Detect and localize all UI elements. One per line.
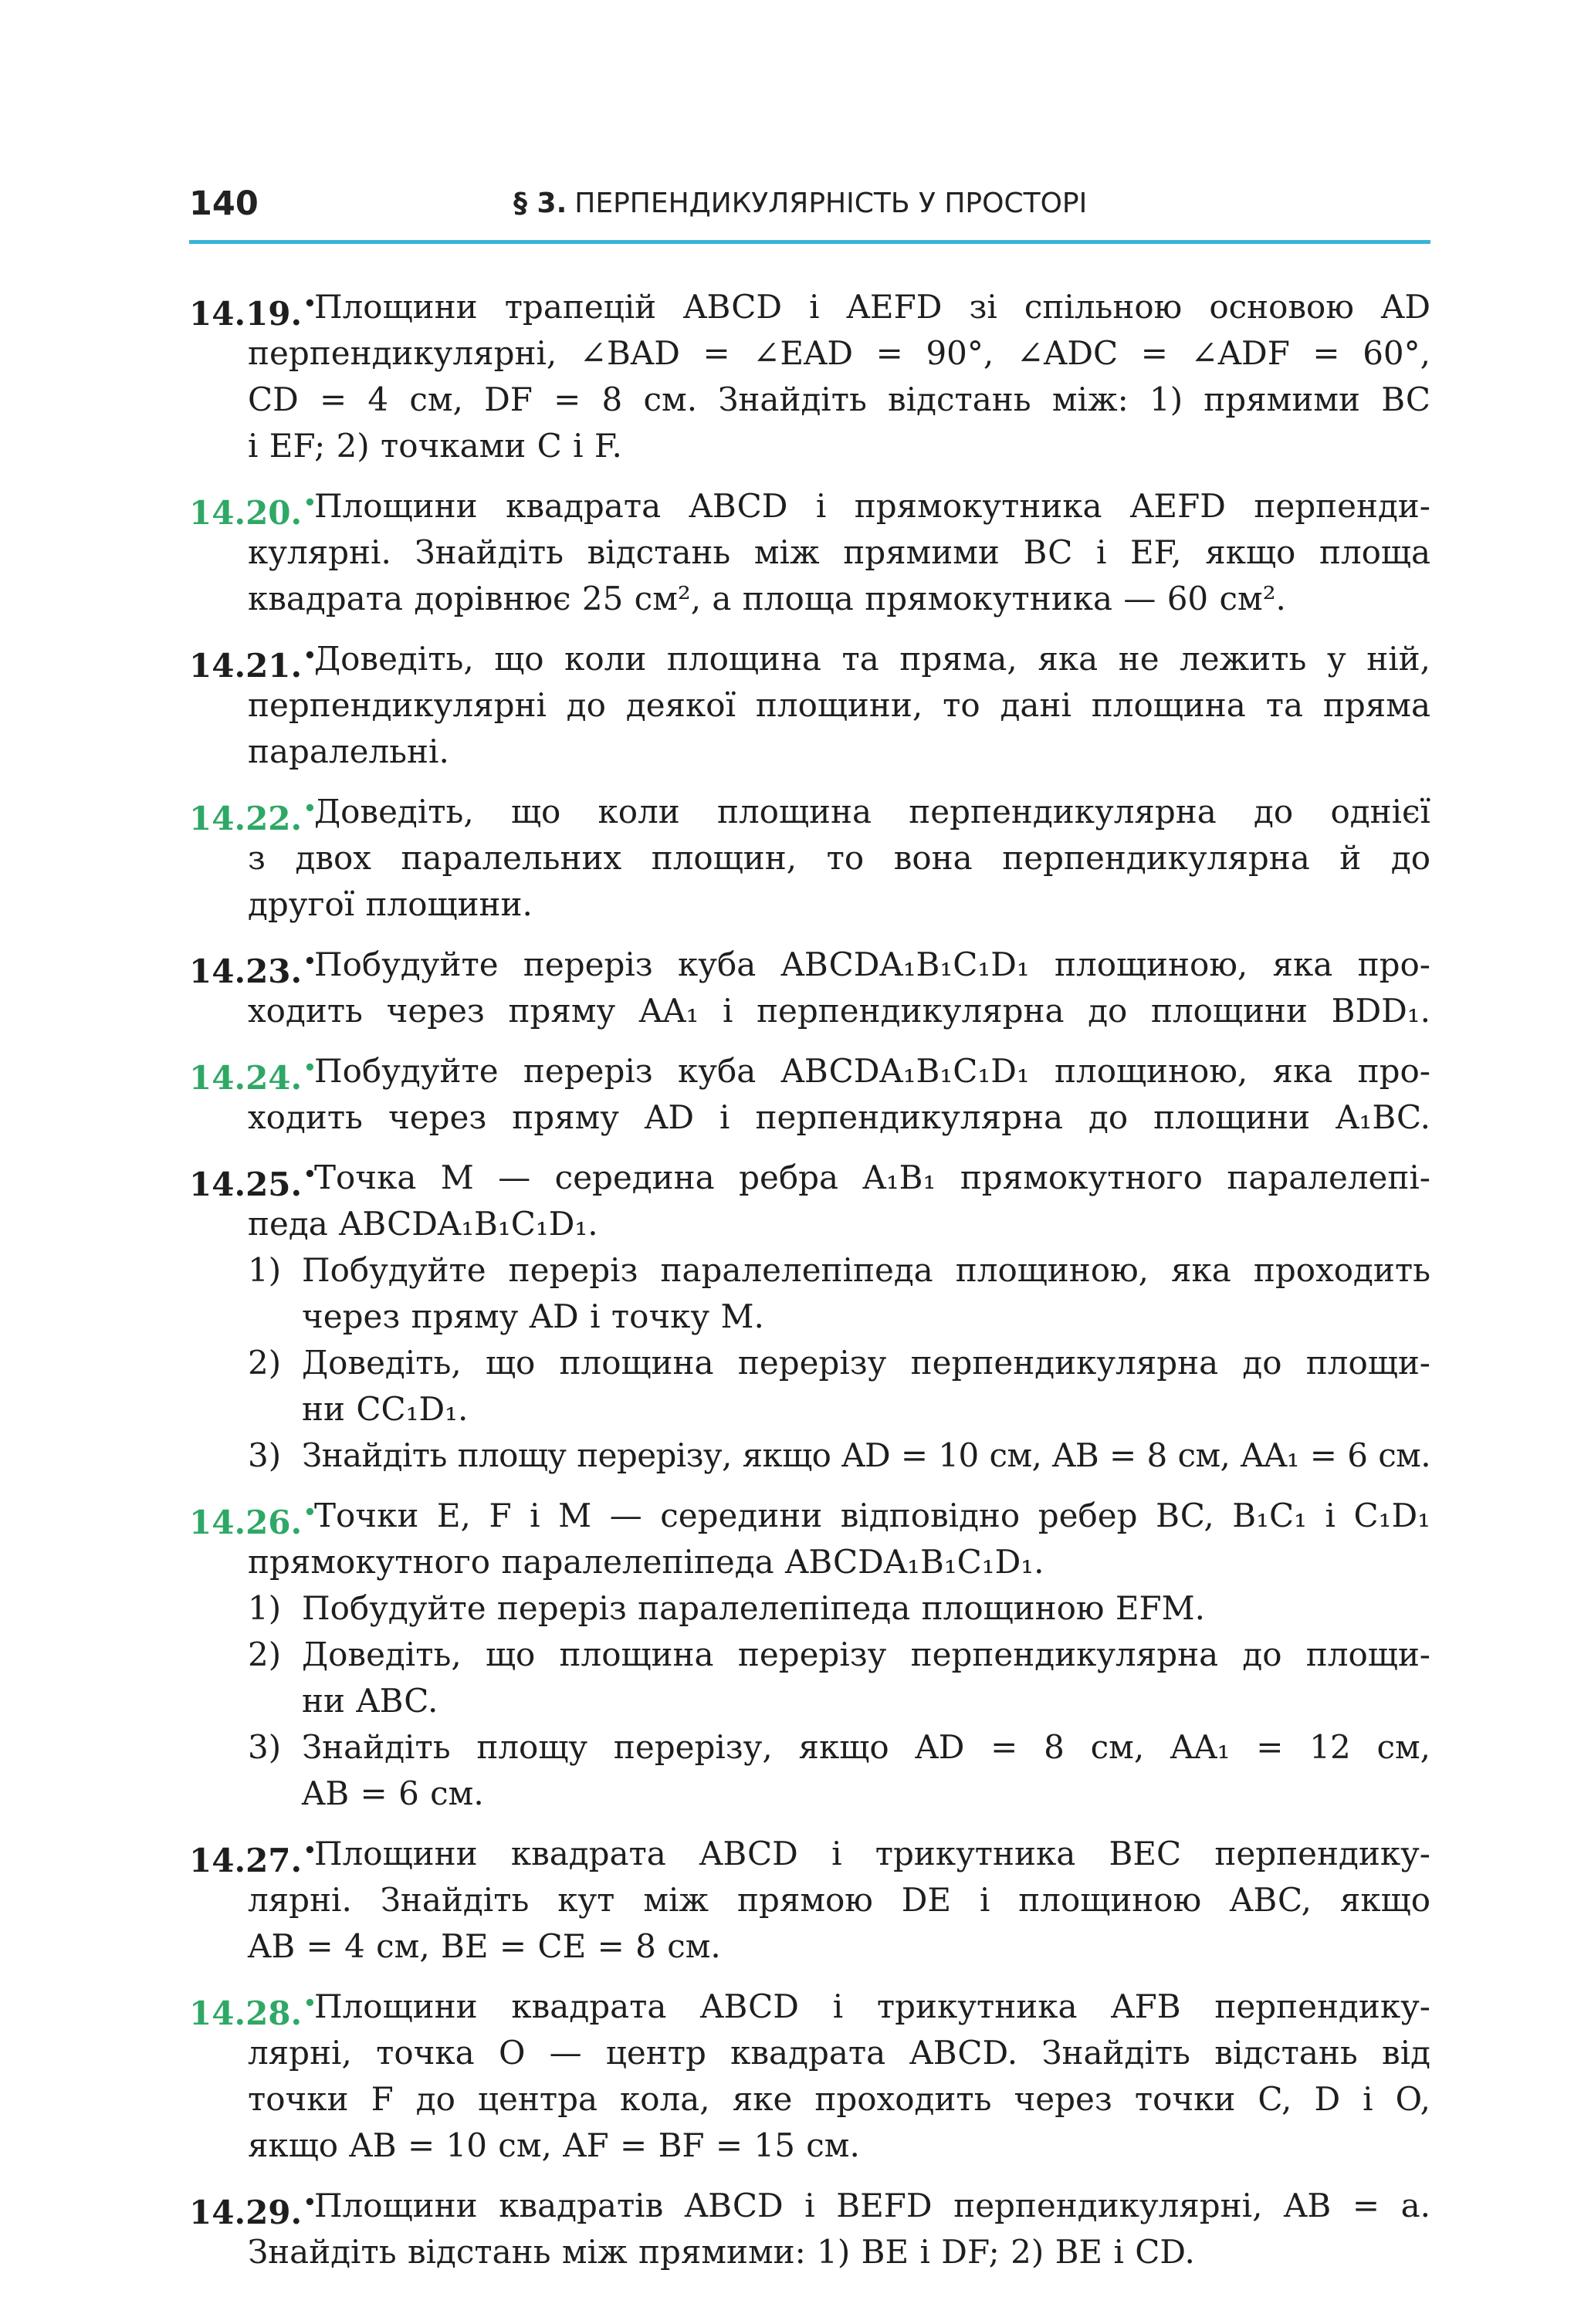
problem-number: 14.29.• — [189, 2191, 317, 2231]
problem-14-23 — [189, 942, 1430, 1034]
problem-line: перпендикулярні до деякої площини, то дані площина та пряма — [248, 686, 1430, 724]
problem-14-29 — [189, 2183, 1430, 2275]
subproblem — [189, 1585, 1430, 1632]
subproblem-line: ни CC₁D₁. — [302, 1390, 469, 1428]
subproblem-number: 1) — [248, 1251, 282, 1289]
page-number: 140 — [189, 184, 259, 223]
problem-line: Площини квадрата ABCD і трикутника AFB перпендику- — [314, 1987, 1430, 2025]
problem-line: Знайдіть відстань між прямими: 1) BE і DF; 2) BE і CD. — [248, 2233, 1195, 2271]
problem-line: Побудуйте переріз куба ABCDA₁B₁C₁D₁ площиною, яка про- — [314, 945, 1430, 983]
problem-14-26 — [189, 1493, 1430, 1817]
problem-number: 14.28.• — [189, 1992, 317, 2032]
section-heading — [513, 188, 1087, 219]
subproblem-line: через пряму AD і точку M. — [302, 1297, 764, 1335]
subproblem-number: 2) — [248, 1344, 282, 1382]
problem-number: 14.25.• — [189, 1163, 317, 1203]
problem-line: ходить через пряму AA₁ і перпендикулярна до площини BDD₁. — [248, 992, 1430, 1030]
problem-line: Площини квадрата ABCD і прямокутника AEFD перпенди- — [314, 487, 1430, 525]
subproblem — [189, 1724, 1430, 1817]
problem-number: 14.20.• — [189, 492, 317, 532]
problem-line: Площини квадратів ABCD і BEFD перпендикулярні, AB = a. — [314, 2187, 1430, 2224]
section-title: ПЕРПЕНДИКУЛЯРНІСТЬ У ПРОСТОРІ — [574, 188, 1088, 219]
problem-14-22 — [189, 789, 1430, 928]
problem-line: ходить через пряму AD і перпендикулярна до площини A₁BC. — [248, 1098, 1430, 1136]
subproblem — [189, 1247, 1430, 1340]
problem-line: AB = 4 см, BE = CE = 8 см. — [248, 1927, 721, 1965]
problem-14-20 — [189, 483, 1430, 622]
problem-number: 14.24.• — [189, 1057, 317, 1097]
problem-14-24 — [189, 1048, 1430, 1141]
subproblem-number: 3) — [248, 1436, 282, 1474]
problem-line: прямокутного паралелепіпеда ABCDA₁B₁C₁D₁. — [248, 1543, 1044, 1581]
subproblem-line: Знайдіть площу перерізу, якщо AD = 8 см, AA₁ = 12 см, — [302, 1728, 1430, 1766]
problem-line: Площини квадрата ABCD і трикутника BEC перпендику- — [314, 1835, 1430, 1872]
problem-number: 14.19.• — [189, 293, 317, 333]
page-header — [189, 181, 1430, 244]
problem-line: з двох паралельних площин, то вона перпендикулярна й до — [248, 839, 1430, 877]
subproblem-line: AB = 6 см. — [302, 1774, 484, 1812]
subproblem-line: ни ABC. — [302, 1682, 438, 1720]
problem-line: CD = 4 см, DF = 8 см. Знайдіть відстань між: 1) прямими BC — [248, 381, 1430, 418]
section-mark: § 3. — [513, 188, 567, 219]
subproblem — [189, 1632, 1430, 1724]
subproblem-line: Доведіть, що площина перерізу перпендикулярна до площи- — [302, 1636, 1430, 1673]
problem-14-25 — [189, 1155, 1430, 1479]
problem-line: кулярні. Знайдіть відстань між прямими BC і EF, якщо площа — [248, 533, 1430, 571]
subproblem-line: Побудуйте переріз паралелепіпеда площиною, яка проходить — [302, 1251, 1430, 1289]
problem-line: якщо AB = 10 см, AF = BF = 15 см. — [248, 2126, 860, 2164]
subproblem-line: Знайдіть площу перерізу, якщо AD = 10 см, AB = 8 см, AA₁ = 6 см. — [302, 1436, 1430, 1474]
subproblem-number: 3) — [248, 1728, 282, 1766]
problem-14-28 — [189, 1984, 1430, 2169]
problem-line: лярні. Знайдіть кут між прямою DE і площиною ABC, якщо — [248, 1881, 1430, 1919]
problem-list — [189, 284, 1430, 2289]
problem-line: Доведіть, що коли площина перпендикулярна до однієї — [314, 793, 1430, 830]
problem-14-19 — [189, 284, 1430, 469]
problem-line: Побудуйте переріз куба ABCDA₁B₁C₁D₁ площиною, яка про- — [314, 1052, 1430, 1090]
problem-number: 14.22.• — [189, 797, 317, 837]
problem-line: паралельні. — [248, 732, 449, 770]
problem-14-21 — [189, 636, 1430, 775]
problem-line: Точки E, F і M — середини відповідно ребер BC, B₁C₁ і C₁D₁ — [314, 1497, 1430, 1534]
problem-line: точки F до центра кола, яке проходить через точки C, D і O, — [248, 2080, 1430, 2118]
subproblem-number: 1) — [248, 1589, 282, 1627]
problem-14-27 — [189, 1831, 1430, 1970]
problem-line: Точка M — середина ребра A₁B₁ прямокутного паралелепі- — [314, 1159, 1430, 1196]
problem-line: перпендикулярні, ∠BAD = ∠EAD = 90°, ∠ADC = ∠ADF = 60°, — [248, 334, 1430, 372]
problem-line: і EF; 2) точками C і F. — [248, 427, 622, 465]
problem-number: 14.26.• — [189, 1501, 317, 1541]
subproblem-line: Доведіть, що площина перерізу перпендикулярна до площи- — [302, 1344, 1430, 1382]
problem-line: Площини трапецій ABCD і AEFD зі спільною основою AD — [314, 288, 1430, 326]
problem-line: педа ABCDA₁B₁C₁D₁. — [248, 1205, 598, 1243]
problem-number: 14.27.• — [189, 1839, 317, 1879]
problem-line: Доведіть, що коли площина та пряма, яка не лежить у ній, — [314, 640, 1430, 678]
subproblem-number: 2) — [248, 1636, 282, 1673]
subproblem — [189, 1433, 1430, 1479]
problem-number: 14.23.• — [189, 950, 317, 990]
subproblem — [189, 1340, 1430, 1433]
problem-line: другої площини. — [248, 885, 533, 923]
problem-line: квадрата дорівнює 25 см², а площа прямокутника — 60 см². — [248, 580, 1286, 617]
problem-number: 14.21.• — [189, 644, 317, 685]
problem-line: лярні, точка O — центр квадрата ABCD. Знайдіть відстань від — [248, 2034, 1430, 2072]
subproblem-line: Побудуйте переріз паралелепіпеда площиною EFM. — [302, 1589, 1205, 1627]
